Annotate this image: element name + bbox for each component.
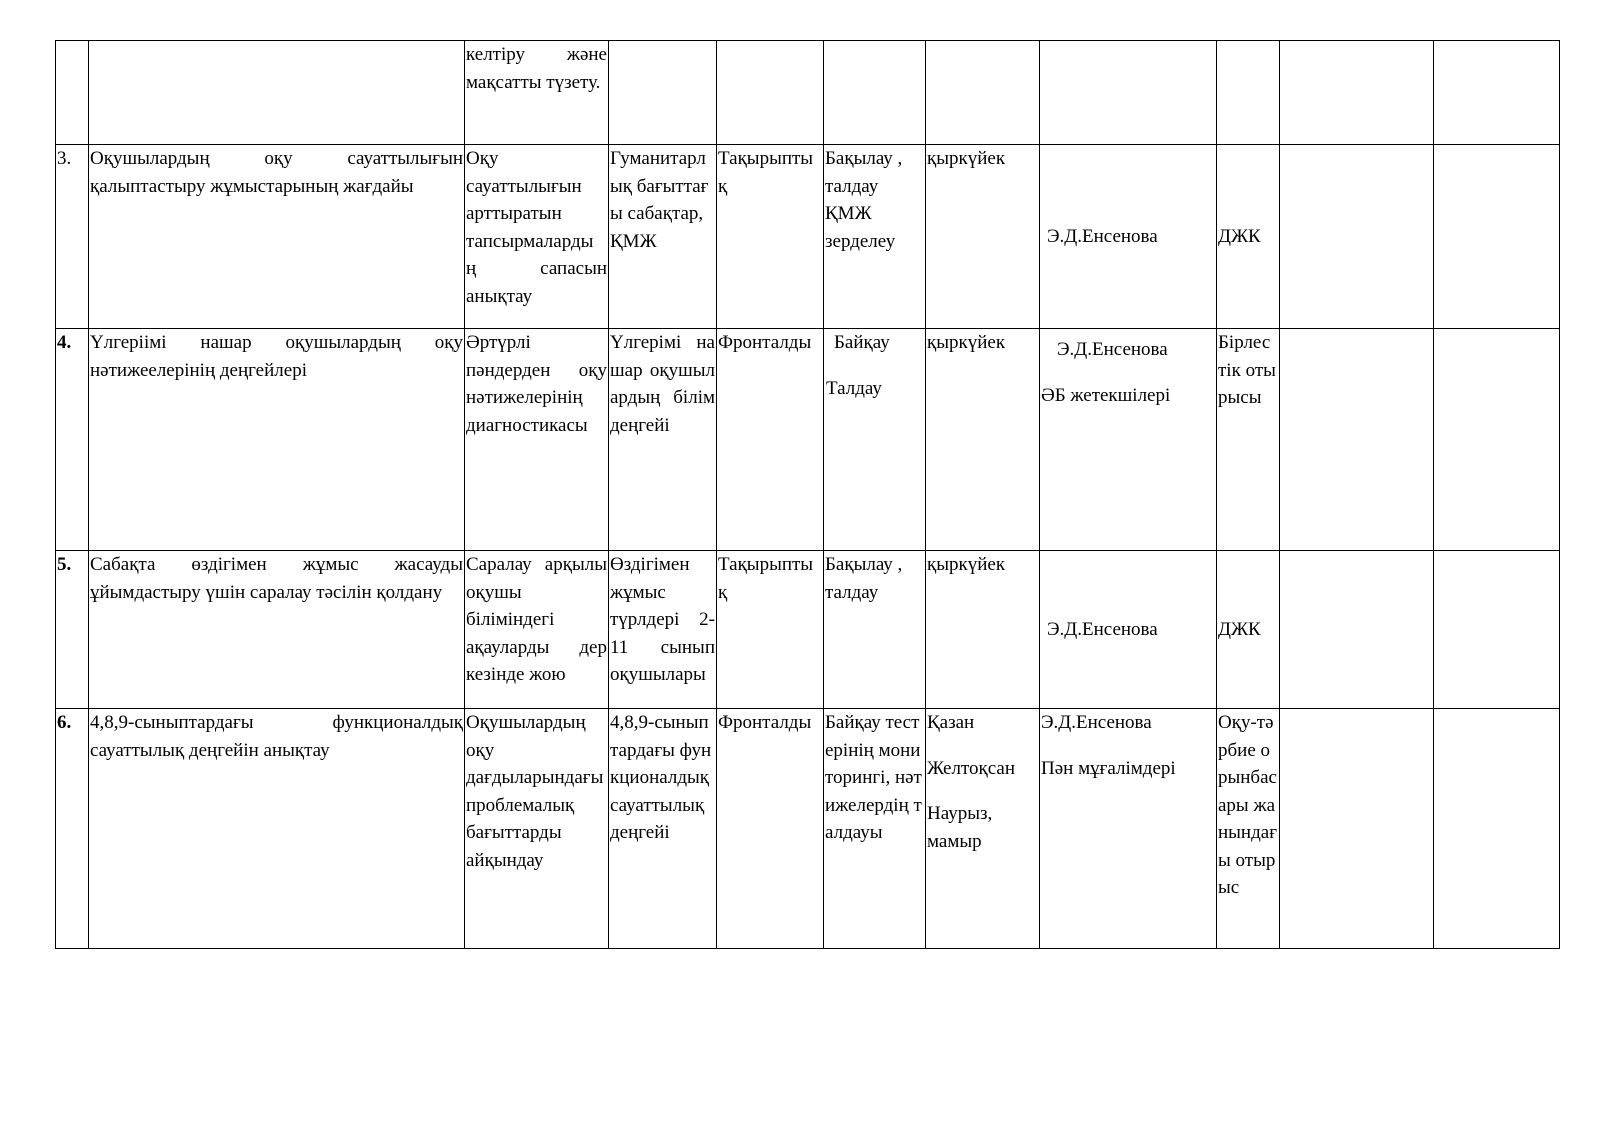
object-cell: 4,8,9-сыныптардағы функционалдық сауаттылық деңгейі	[609, 709, 717, 949]
object-cell: Гуманитарлық бағыттағы сабақтар, ҚМЖ	[609, 145, 717, 329]
method-cell	[824, 329, 926, 551]
empty-cell	[1280, 329, 1434, 551]
result-cell: Оқу-тәрбие орынбасары жанындағы отырыс	[1217, 709, 1280, 949]
date-cell	[926, 41, 1040, 145]
row-number-cell: 3.	[56, 145, 89, 329]
responsible-cell	[1040, 709, 1217, 949]
topic-cell: Оқушылардың оқу сауаттылығын қалыптастыру жұмыстарының жағдайы	[89, 145, 465, 329]
goal-cell: Оқу сауаттылығын арттыратын тапсырмаларды ң сапасын анықтау	[465, 145, 609, 329]
object-cell	[609, 41, 717, 145]
method-cell: Бақылау , талдау ҚМЖ зерделеу	[824, 145, 926, 329]
method-cell	[824, 41, 926, 145]
goal-cell: Оқушылардың оқу дағдыларындағы проблемалық бағыттарды айқындау	[465, 709, 609, 949]
empty-cell	[1434, 329, 1560, 551]
date-cell: қыркүйек	[926, 551, 1040, 709]
empty-cell	[1280, 145, 1434, 329]
empty-cell	[1280, 551, 1434, 709]
date-line: Наурыз, мамыр	[927, 803, 993, 852]
date-cell: қыркүйек	[926, 329, 1040, 551]
responsible-cell	[1040, 41, 1217, 145]
method-cell: Бақылау , талдау	[824, 551, 926, 709]
empty-cell	[1434, 709, 1560, 949]
responsible-line: Пән мұғалімдері	[1041, 757, 1176, 779]
object-cell: Үлгерімі нашар оқушылардың білім деңгейі	[609, 329, 717, 551]
object-cell: Өздігімен жұмыс түрлдері 2-11 сынып оқушылары	[609, 551, 717, 709]
empty-cell	[1280, 709, 1434, 949]
type-cell: Фронталды	[717, 709, 824, 949]
responsible-cell: Э.Д.Енсенова	[1040, 145, 1217, 329]
type-cell	[717, 41, 824, 145]
responsible-cell	[1040, 329, 1217, 551]
responsible-line: Э.Д.Енсенова	[1041, 712, 1152, 733]
control-plan-table	[55, 40, 1560, 949]
date-line: Желтоқсан	[927, 757, 1016, 779]
type-cell: Тақырыптық	[717, 145, 824, 329]
goal-cell: келтіру және мақсатты түзету.	[465, 41, 609, 145]
method-cell: Байқау тестерінің мониторингі, нәтижелердің талдауы	[824, 709, 926, 949]
empty-cell	[1434, 551, 1560, 709]
type-cell: Тақырыптық	[717, 551, 824, 709]
result-cell: ДЖК	[1217, 145, 1280, 329]
empty-cell	[1434, 41, 1560, 145]
table-row	[56, 329, 1560, 551]
goal-cell: Әртүрлі пәндерден оқу нәтижелерінің диагностикасы	[465, 329, 609, 551]
result-cell: Бірлестік отырысы	[1217, 329, 1280, 551]
table-row	[56, 41, 1560, 145]
empty-cell	[1434, 145, 1560, 329]
responsible-line: Э.Д.Енсенова	[1057, 339, 1168, 360]
responsible-cell: Э.Д.Енсенова	[1040, 551, 1217, 709]
result-cell: ДЖК	[1217, 551, 1280, 709]
method-line: Байқау	[834, 332, 890, 353]
row-number-cell: 5.	[56, 551, 89, 709]
topic-cell: 4,8,9-сыныптардағы функционалдық сауаттылық деңгейін анықтау	[89, 709, 465, 949]
type-cell: Фронталды	[717, 329, 824, 551]
goal-cell: Саралау арқылы оқушы біліміндегі ақауларды дер кезінде жою	[465, 551, 609, 709]
table-row	[56, 551, 1560, 709]
row-number-cell	[56, 41, 89, 145]
date-line: Қазан	[927, 712, 975, 733]
table-row	[56, 145, 1560, 329]
result-cell	[1217, 41, 1280, 145]
method-line: Талдау	[826, 377, 882, 399]
date-cell: қыркүйек	[926, 145, 1040, 329]
row-number-cell: 6.	[56, 709, 89, 949]
row-number-cell: 4.	[56, 329, 89, 551]
topic-cell: Үлгеріімі нашар оқушылардың оқу нәтижеелерінің деңгейлері	[89, 329, 465, 551]
date-cell	[926, 709, 1040, 949]
topic-cell	[89, 41, 465, 145]
table-row	[56, 709, 1560, 949]
empty-cell	[1280, 41, 1434, 145]
topic-cell: Сабақта өздігімен жұмыс жасауды ұйымдастыру үшін саралау тәсілін қолдану	[89, 551, 465, 709]
responsible-line: ӘБ жетекшілері	[1041, 384, 1171, 406]
